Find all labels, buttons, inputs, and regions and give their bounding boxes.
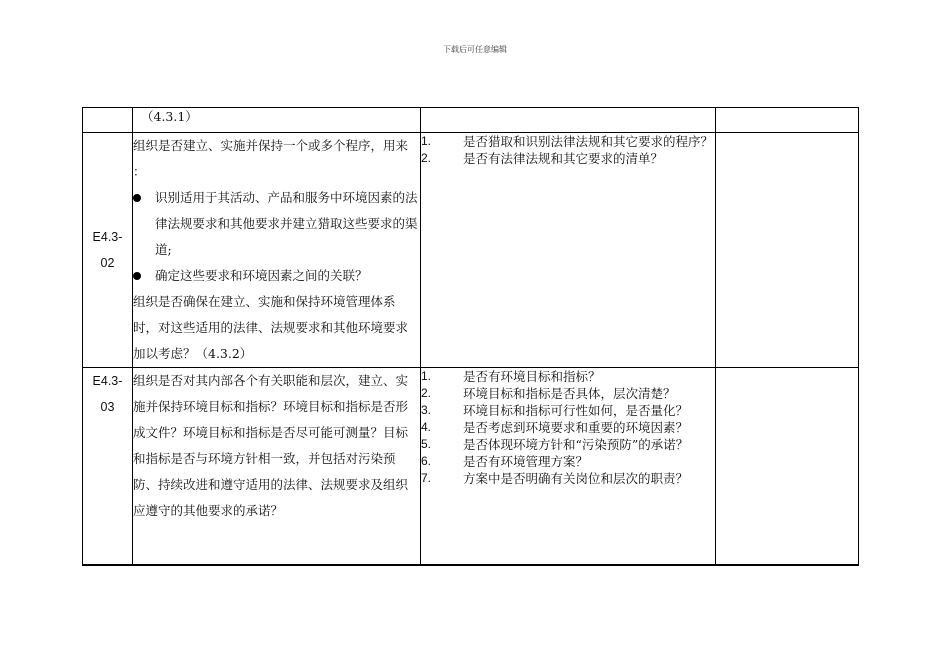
table-row [83, 368, 859, 566]
check-item [421, 436, 715, 453]
clause-code-line2: 03 [100, 400, 115, 414]
table-row [83, 108, 859, 133]
check-item-number: 5. [421, 437, 432, 451]
requirement-cell [133, 108, 421, 133]
check-item-text: 是否猎取和识别法律法规和其它要求的程序？ [463, 134, 714, 149]
check-item-number: 7. [421, 471, 432, 485]
requirement-intro: 组织是否建立、实施并保持一个或多个程序，用来 ： [133, 138, 409, 179]
audit-checklist-table [82, 107, 859, 566]
check-items-list [421, 133, 715, 167]
check-item-text: 是否体现环境方针和“污染预防”的承诺？ [463, 437, 689, 452]
clause-code-line2: 02 [100, 256, 115, 270]
clause-code-cell [83, 133, 133, 368]
check-item [421, 133, 715, 150]
check-item [421, 150, 715, 167]
check-item-number: 2. [421, 386, 432, 400]
requirement-bullet [133, 185, 420, 263]
remarks-cell [716, 368, 859, 566]
check-items-cell [421, 108, 716, 133]
check-items-cell [421, 133, 716, 368]
bullet-text: 识别适用于其活动、产品和服务中环境因素的法律法规要求和其他要求并建立猎取这些要求的渠道; [155, 190, 418, 257]
bullet-icon [133, 272, 141, 280]
clause-code-cell [83, 368, 133, 566]
requirement-text: 组织是否对其内部各个有关职能和层次，建立、实施并保持环境目标和指标？环境目标和指标是否形成文件？环境目标和指标是否尽可能可测量？目标和指标是否与环境方针相一致，并包括对污染预防、持续改进和遵守适用的法律、法规要求及组织应遵守的其他要求的承诺？ [133, 373, 409, 518]
remarks-cell [716, 133, 859, 368]
check-item [421, 368, 715, 385]
check-item [421, 419, 715, 436]
bullet-icon [133, 194, 141, 202]
check-item-text: 方案中是否明确有关岗位和层次的职责？ [463, 471, 689, 486]
check-items-cell [421, 368, 716, 566]
check-item-number: 3. [421, 403, 432, 417]
check-item-number: 6. [421, 454, 432, 468]
check-item [421, 385, 715, 402]
requirement-cell [133, 368, 421, 566]
remarks-cell [716, 108, 859, 133]
check-item [421, 453, 715, 470]
clause-code-line1: E4.3- [92, 230, 123, 244]
check-items-list [421, 368, 715, 487]
check-item-number: 1. [421, 369, 432, 383]
check-item [421, 402, 715, 419]
check-item-number: 1. [421, 134, 432, 148]
clause-code-cell [83, 108, 133, 133]
clause-code-line1: E4.3- [92, 374, 123, 388]
header-note: 下载后可任意编辑 [443, 45, 507, 54]
bullet-text: 确定这些要求和环境因素之间的关联？ [155, 268, 368, 283]
check-item-text: 是否有环境管理方案？ [463, 454, 589, 469]
requirement-cell [133, 133, 421, 368]
requirement-text: （4.3.1） [141, 109, 198, 124]
requirement-outro: 组织是否确保在建立、实施和保持环境管理体系时，对这些适用的法律、法规要求和其他环境要求加以考虑？（4.3.2） [133, 294, 409, 361]
check-item [421, 470, 715, 487]
table-row [83, 133, 859, 368]
check-item-text: 是否有法律法规和其它要求的清单？ [463, 151, 664, 166]
check-item-text: 环境目标和指标可行性如何，是否量化？ [463, 403, 689, 418]
check-item-number: 4. [421, 420, 432, 434]
check-item-text: 是否考虑到环境要求和重要的环境因素？ [463, 420, 689, 435]
check-item-text: 是否有环境目标和指标？ [463, 369, 601, 384]
check-item-text: 环境目标和指标是否具体，层次清楚？ [463, 386, 676, 401]
requirement-bullet [133, 263, 420, 289]
check-item-number: 2. [421, 151, 432, 165]
